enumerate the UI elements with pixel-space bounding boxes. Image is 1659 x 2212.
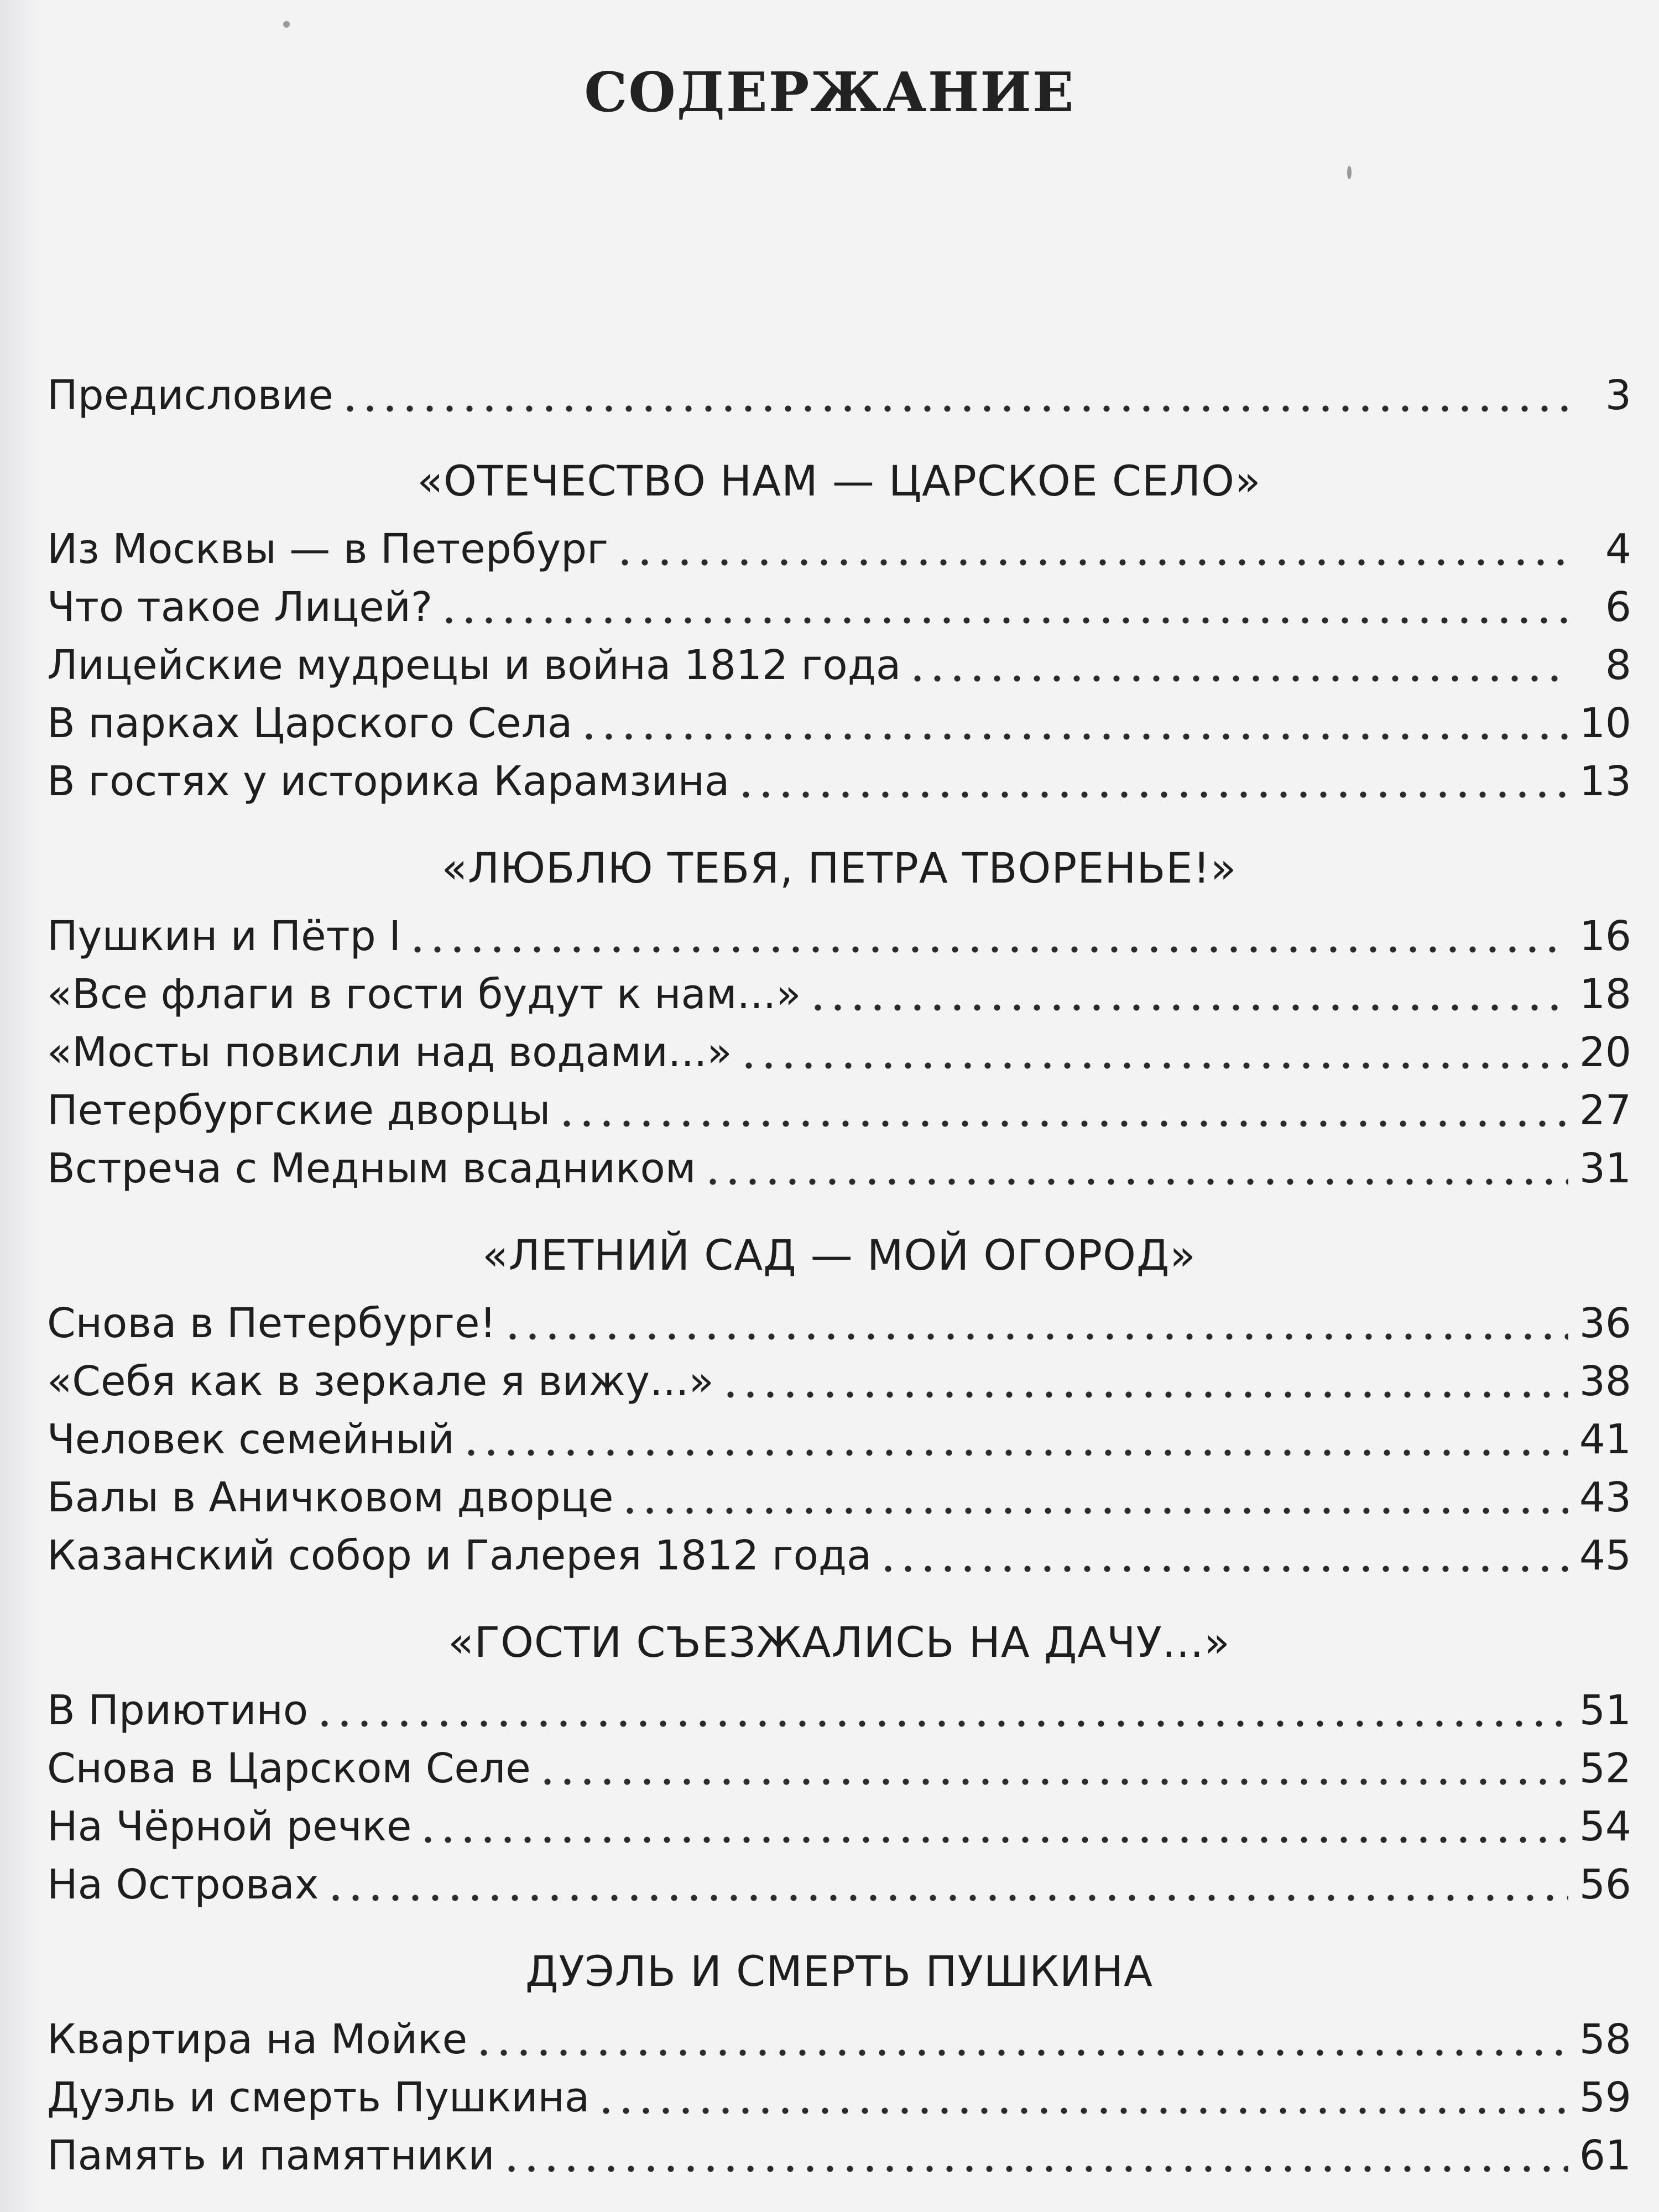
toc-page-number: 16: [1579, 912, 1631, 960]
dot-leader: [596, 2105, 1568, 2116]
toc-entry-label: Петербургские дворцы: [47, 1087, 551, 1134]
toc-page-number: 43: [1579, 1474, 1631, 1521]
dot-leader: [557, 1118, 1568, 1129]
toc-entry[interactable]: [47, 1857, 1631, 1912]
toc-entry-label: На Чёрной речке: [47, 1803, 412, 1850]
toc-page-number: 4: [1605, 525, 1631, 573]
toc-entry-label: Что такое Лицей?: [47, 583, 433, 631]
dot-leader: [721, 1389, 1568, 1400]
toc-entry[interactable]: [47, 580, 1631, 635]
paper-speck: [283, 21, 290, 28]
toc-entry-label: Квартира на Мойке: [47, 2016, 468, 2063]
toc-page-number: 51: [1579, 1687, 1631, 1734]
toc-entry[interactable]: [47, 521, 1631, 577]
toc-entry-label: В гостях у историка Карамзина: [47, 758, 730, 805]
toc-entry[interactable]: [47, 1141, 1631, 1196]
toc-entry-label: Человек семейный: [47, 1416, 455, 1463]
toc-entry-label: Предисловие: [47, 372, 333, 419]
toc-page-number: 41: [1579, 1416, 1631, 1463]
toc-entry[interactable]: [47, 696, 1631, 751]
dot-leader: [502, 2163, 1568, 2174]
toc-page-number: 20: [1579, 1029, 1631, 1076]
section-heading: «ОТЕЧЕСТВО НАМ — ЦАРСКОЕ СЕЛО»: [417, 456, 1261, 505]
dot-leader: [315, 1718, 1568, 1729]
toc-entry[interactable]: [47, 754, 1631, 809]
toc-entry-label: Снова в Петербурге!: [47, 1300, 497, 1347]
toc-entry-label: Встреча с Медным всадником: [47, 1145, 696, 1192]
toc-page-number: 59: [1579, 2074, 1631, 2121]
toc-entry-label: В парках Царского Села: [47, 700, 573, 747]
dot-leader: [474, 2047, 1568, 2058]
section-heading: «ГОСТИ СЪЕЗЖАЛИСЬ НА ДАЧУ...»: [448, 1618, 1230, 1667]
toc-entry[interactable]: [47, 1025, 1631, 1080]
toc-entry-label: Казанский собор и Галерея 1812 года: [47, 1532, 872, 1579]
dot-leader: [878, 1563, 1568, 1574]
toc-entry[interactable]: [47, 1354, 1631, 1409]
toc-page-number: 45: [1579, 1532, 1631, 1579]
toc-entry-label: «Все флаги в гости будут к нам...»: [47, 971, 801, 1018]
toc-page-number: 54: [1579, 1803, 1631, 1850]
toc-entry[interactable]: [47, 1799, 1631, 1854]
toc-entry-label: «Себя как в зеркале я вижу...»: [47, 1358, 714, 1405]
toc-entry-label: В Приютино: [47, 1687, 309, 1734]
toc-entry[interactable]: [47, 2128, 1631, 2183]
dot-leader: [579, 731, 1568, 742]
dot-leader: [703, 1176, 1568, 1187]
toc-entry[interactable]: [47, 1470, 1631, 1525]
toc-entry[interactable]: [47, 1412, 1631, 1467]
dot-leader: [418, 1834, 1568, 1845]
toc-entry-label: Пушкин и Пётр I: [47, 912, 401, 960]
toc-entry-label: Дуэль и смерть Пушкина: [47, 2074, 590, 2121]
dot-leader: [340, 403, 1571, 414]
dot-leader: [808, 1002, 1568, 1013]
toc-entry-label: На Островах: [47, 1861, 319, 1908]
toc-entry-label: «Мосты повисли над водами...»: [47, 1029, 732, 1076]
dot-leader: [620, 1505, 1568, 1516]
toc-entry[interactable]: [47, 967, 1631, 1022]
dot-leader: [503, 1331, 1568, 1342]
toc-page-number: 13: [1579, 758, 1631, 805]
toc-page-number: 56: [1579, 1861, 1631, 1908]
dot-leader: [739, 1060, 1568, 1071]
toc-page-number: 58: [1579, 2016, 1631, 2063]
toc-entry-label: Лицейские мудрецы и война 1812 года: [47, 641, 901, 689]
section-heading: «ЛЮБЛЮ ТЕБЯ, ПЕТРА ТВОРЕНЬЕ!»: [441, 843, 1237, 893]
page-binding-shadow: [0, 0, 39, 2212]
dot-leader: [461, 1447, 1568, 1458]
toc-page-number: 31: [1579, 1145, 1631, 1192]
toc-page-number: 18: [1579, 971, 1631, 1018]
toc-entry-label: Из Москвы — в Петербург: [47, 525, 609, 573]
dot-leader: [408, 944, 1568, 955]
toc-entry[interactable]: [47, 2070, 1631, 2125]
toc-page-number: 38: [1579, 1358, 1631, 1405]
toc-page-number: 8: [1605, 641, 1631, 689]
toc-entry[interactable]: [47, 1528, 1631, 1583]
toc-entry[interactable]: [47, 1296, 1631, 1351]
toc-page-number: 61: [1579, 2132, 1631, 2179]
page-title: СОДЕРЖАНИЕ: [584, 61, 1075, 124]
toc-entry-label: Снова в Царском Селе: [47, 1745, 531, 1792]
toc-page-number: 52: [1579, 1745, 1631, 1792]
section-heading: ДУЭЛЬ И СМЕРТЬ ПУШКИНА: [525, 1947, 1154, 1996]
dot-leader: [326, 1892, 1568, 1903]
dot-leader: [538, 1776, 1568, 1787]
paper-speck: [1347, 166, 1352, 179]
toc-page-number: 36: [1579, 1300, 1631, 1347]
dot-leader: [736, 789, 1568, 800]
toc-entry[interactable]: [47, 909, 1631, 964]
dot-leader: [439, 615, 1571, 626]
section-heading: «ЛЕТНИЙ САД — МОЙ ОГОРОД»: [482, 1230, 1196, 1280]
toc-entry-label: Балы в Аничковом дворце: [47, 1474, 614, 1521]
toc-page-number: 10: [1579, 700, 1631, 747]
toc-entry[interactable]: [47, 1683, 1631, 1738]
toc-entry[interactable]: [47, 1083, 1631, 1138]
dot-leader: [907, 673, 1571, 684]
toc-entry-preface[interactable]: [47, 368, 1631, 423]
dot-leader: [615, 557, 1571, 568]
toc-entry[interactable]: [47, 2012, 1631, 2067]
toc-page-number: 3: [1605, 372, 1631, 419]
toc-page-number: 27: [1579, 1087, 1631, 1134]
toc-page-number: 6: [1605, 583, 1631, 631]
toc-entry[interactable]: [47, 638, 1631, 693]
toc-entry[interactable]: [47, 1741, 1631, 1796]
toc-entry-label: Память и памятники: [47, 2132, 495, 2179]
